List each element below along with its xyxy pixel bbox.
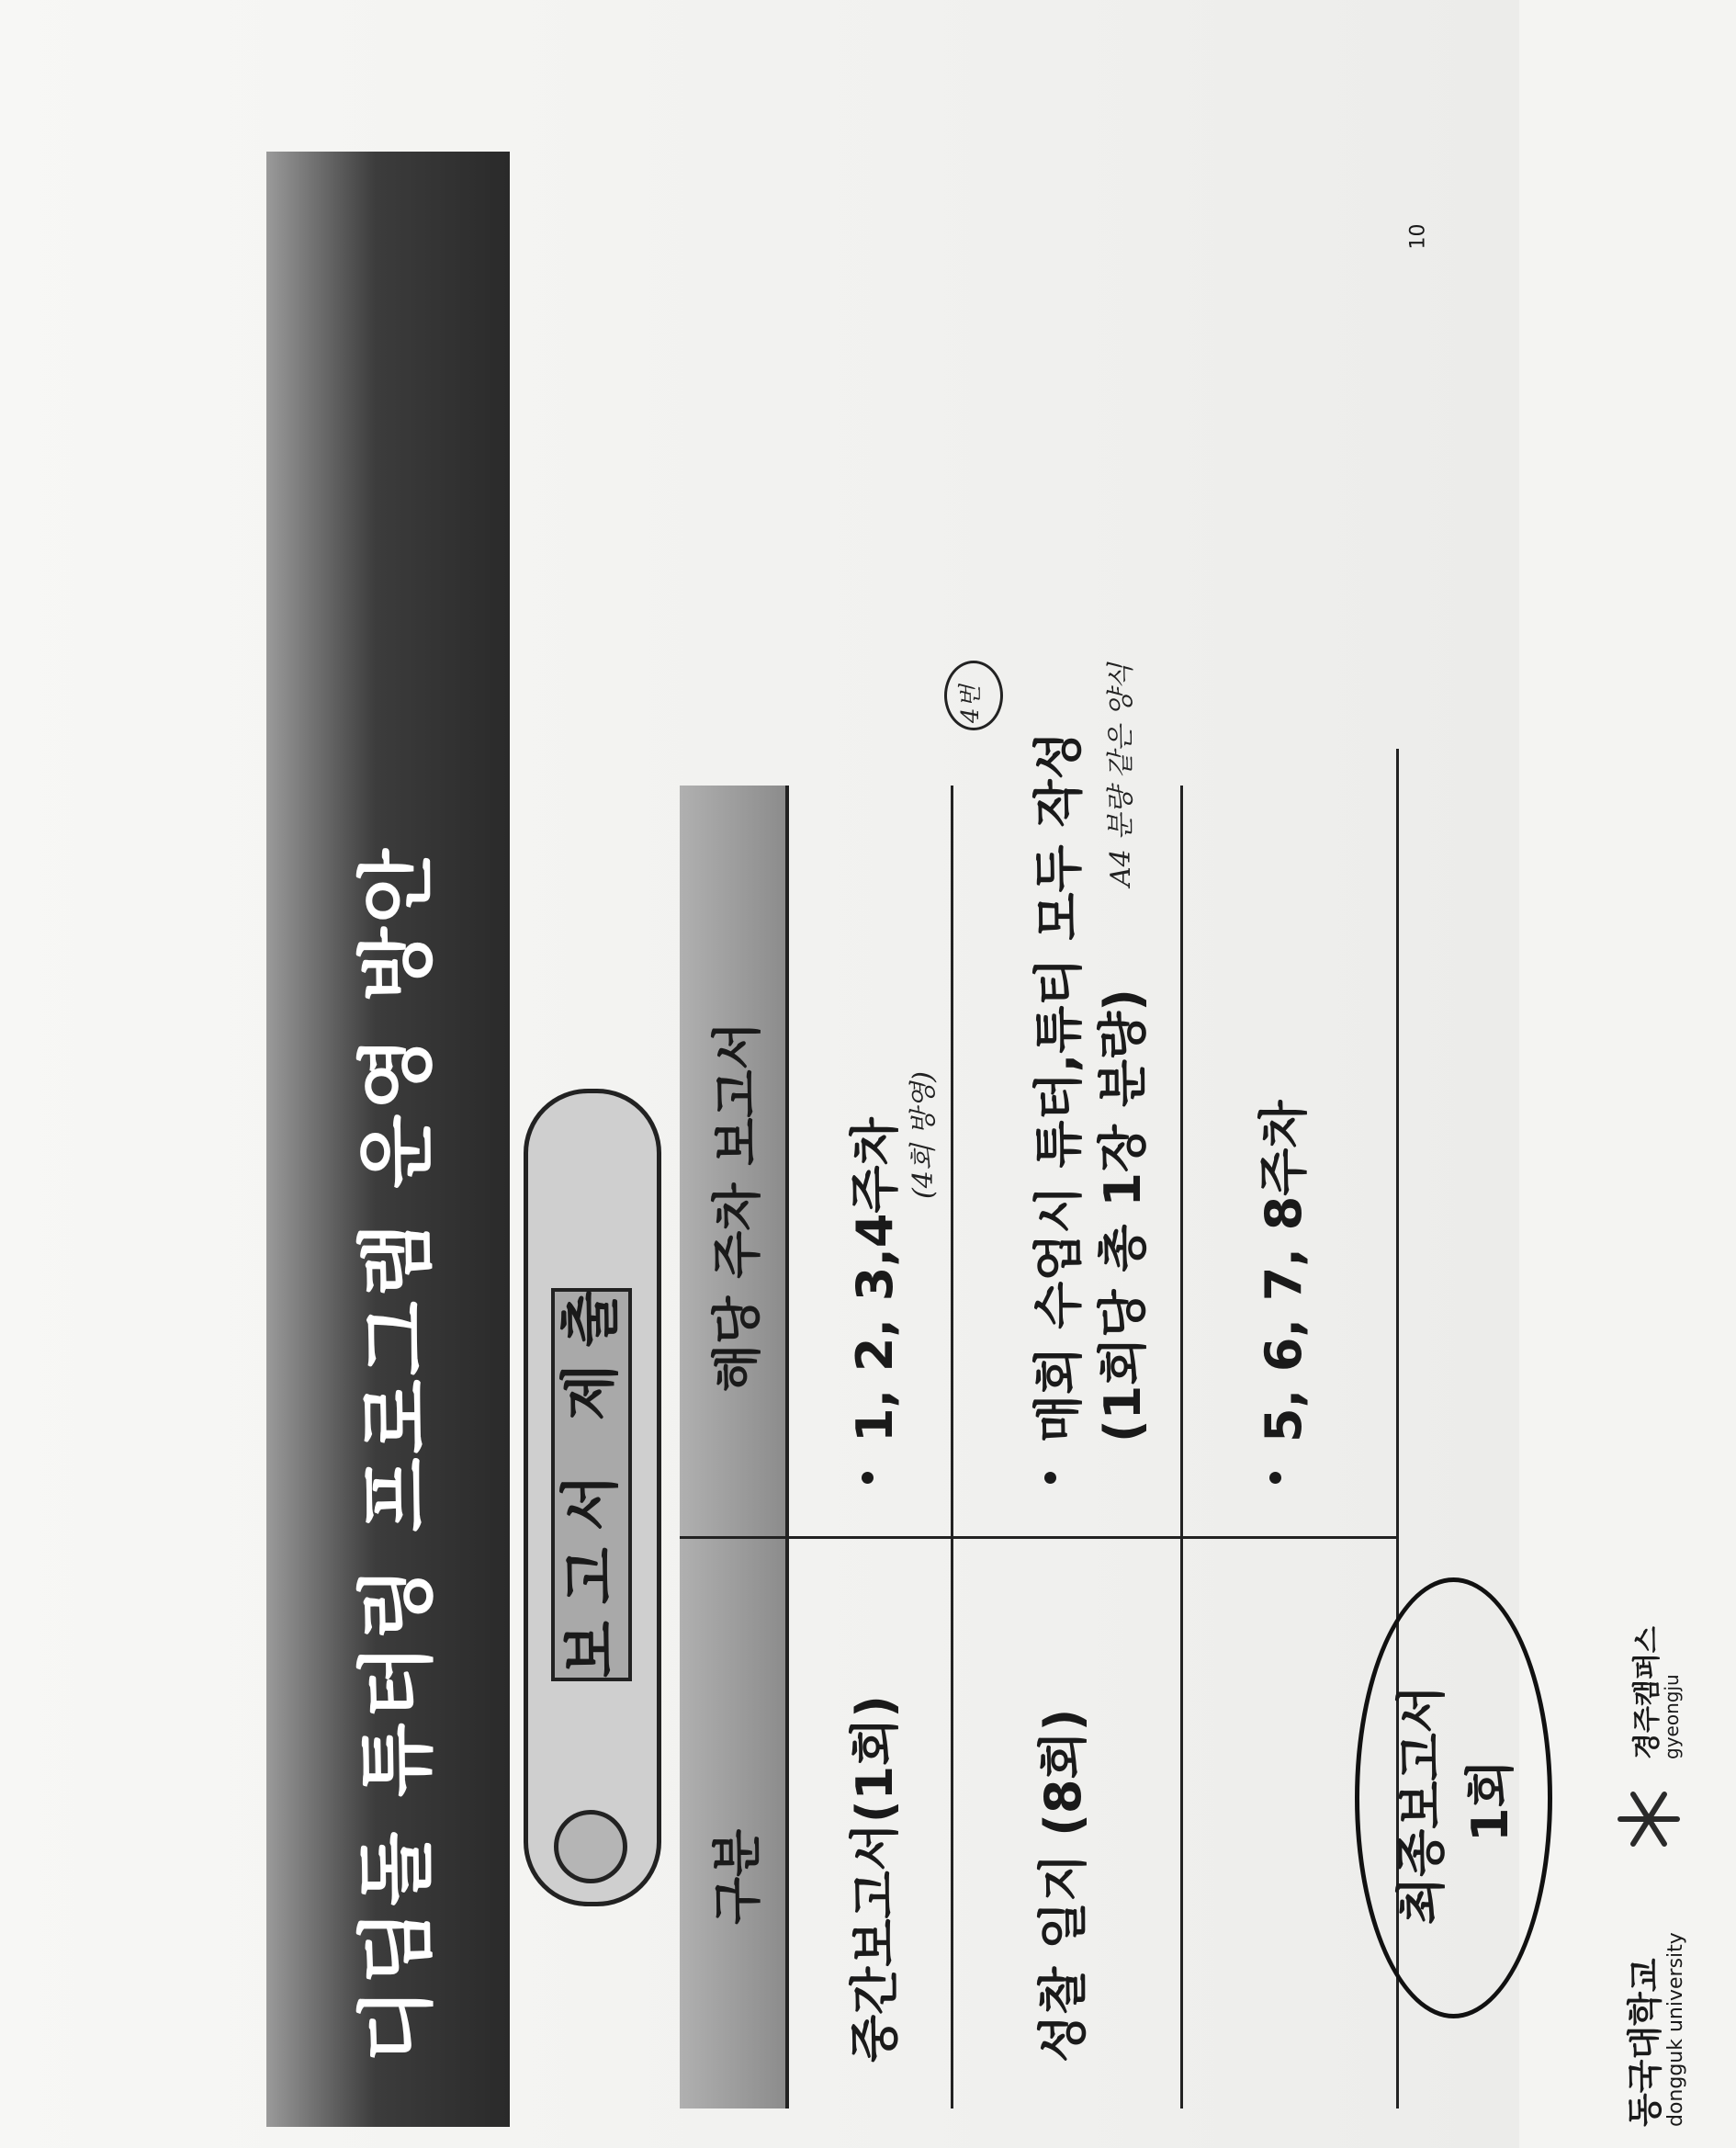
title-bar xyxy=(266,152,510,2127)
table-row-category: 최종보고서 xyxy=(1392,1685,1450,1925)
section-scroll-banner xyxy=(524,1089,661,1906)
table-column-divider xyxy=(680,1536,1396,1539)
university-name-en: dongguk university xyxy=(1664,1932,1687,2127)
table-row-detail: (1회당 총 1장 분량) xyxy=(1094,989,1152,1442)
campus-name-en: gyeongju xyxy=(1661,1674,1683,1759)
table-row-divider xyxy=(1180,786,1183,2108)
header-weekly-report: 해당 주차 보고서 xyxy=(708,1022,766,1392)
university-logo xyxy=(1617,1208,1736,2127)
page-number: 10 xyxy=(1406,223,1430,250)
bullet-icon xyxy=(1269,1472,1281,1484)
campus-name-kr: 경주캠퍼스 xyxy=(1631,1626,1663,1759)
bullet-icon xyxy=(1044,1472,1056,1484)
bullet-icon xyxy=(862,1472,874,1484)
header-category: 구분 xyxy=(708,1828,766,1925)
table-row-divider xyxy=(951,786,953,2108)
table-row-category: 1회 xyxy=(1461,1759,1519,1842)
table-row-category: 성찰 일지 (8회) xyxy=(1034,1708,1092,2063)
table-row-detail: 5, 6, 7, 8주차 xyxy=(1255,1100,1313,1442)
rotated-slide xyxy=(266,133,1687,2127)
university-name-kr: 동국대학교 xyxy=(1625,1958,1665,2127)
logo-star-icon xyxy=(1617,1787,1681,1851)
table-row-detail: 매회 수업시 튜터,튜티 모두 작성 xyxy=(1030,731,1088,1442)
handwritten-note: (4회 방영) xyxy=(907,1071,940,1199)
handwritten-note: A4 분량 같은 양식 xyxy=(1105,662,1137,887)
table-row-category: 중간보고서(1회) xyxy=(846,1695,904,2063)
table-row-detail: 1, 2, 3,4주차 xyxy=(846,1117,904,1442)
table-header-row xyxy=(680,786,789,2108)
scroll-curl-icon xyxy=(554,1810,627,1883)
handwritten-circle-text: 4번 xyxy=(957,684,985,723)
slide-title: 디딤돌 튜터링 프로그램 운영 방안 xyxy=(352,845,442,2063)
section-label: 보고서 제출 xyxy=(551,1288,632,1681)
